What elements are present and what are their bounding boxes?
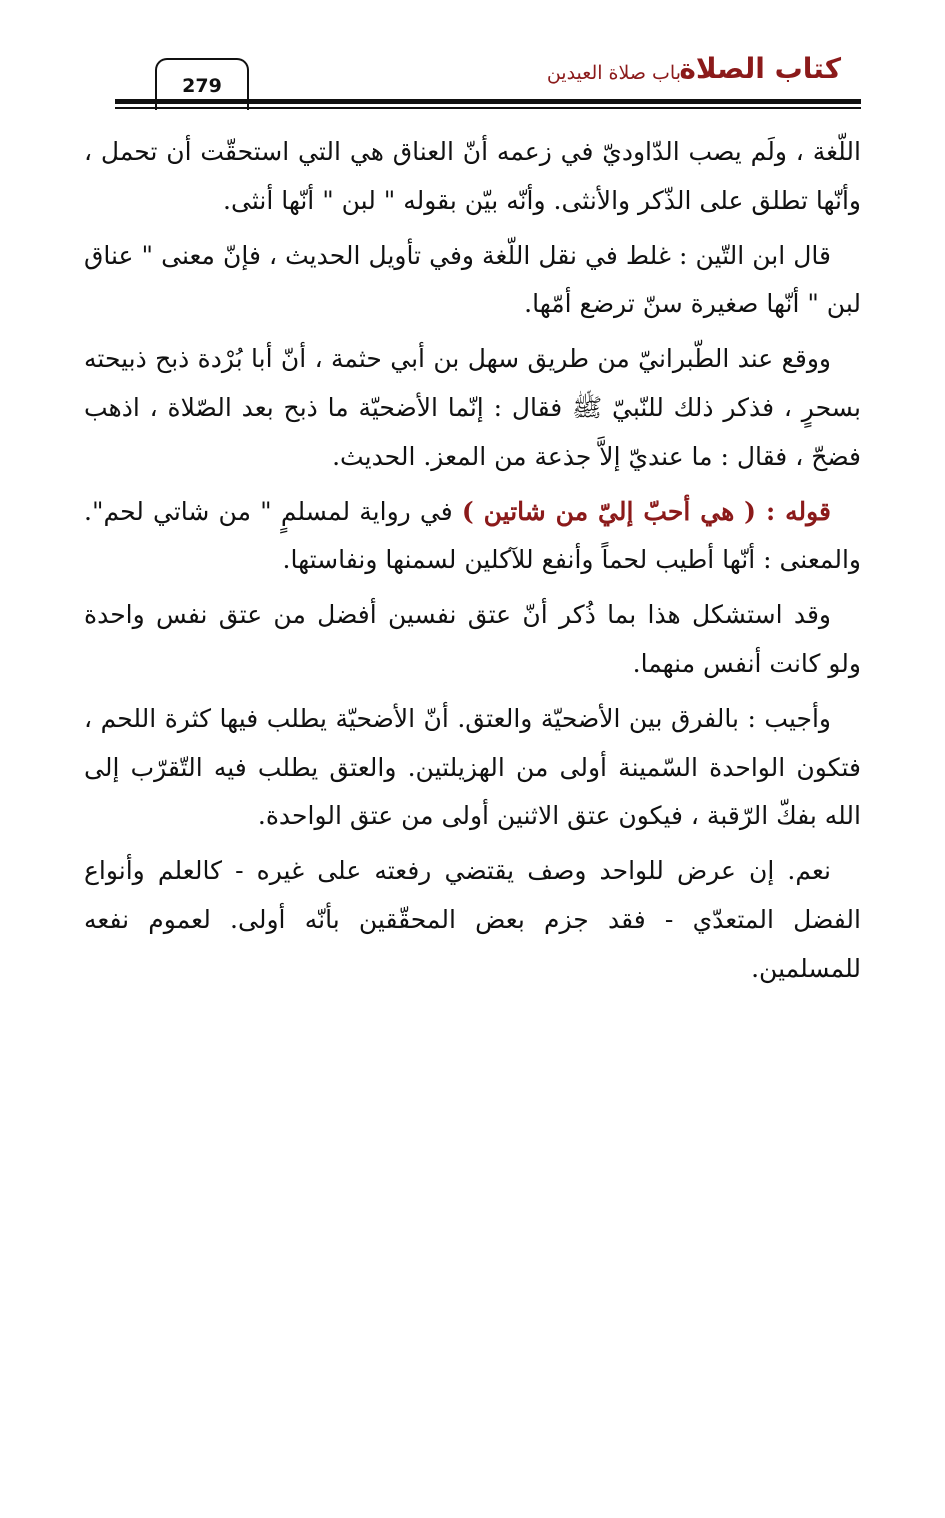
paragraph xyxy=(84,488,861,586)
page-body xyxy=(84,128,861,1000)
paragraph xyxy=(84,695,861,841)
paragraph xyxy=(84,847,861,993)
paragraph-text: قال ابن التّين : غلط في نقل اللّغة وفي تأويل الحديث ، فإنّ معنى " عناق لبن " أنّها صغيرة سنّ ترضع أمّها. xyxy=(84,240,861,319)
paragraph-text: وأجيب : بالفرق بين الأضحيّة والعتق. أنّ الأضحيّة يطلب فيها كثرة اللحم ، فتكون الواحدة السّمينة أولى من الهزيلتين. والعتق يطلب فيه التّقرّب إلى الله بفكّ الرّقبة ، فيكون عتق الاثنين أولى من عتق الواحدة. xyxy=(84,703,861,831)
paragraph-text: في رواية لمسلمٍ " من شاتي لحم". والمعنى : أنّها أطيب لحماً وأنفع للآكلين لسمنها ونفاستها. xyxy=(84,496,861,575)
book-title: كتاب الصلاة xyxy=(679,52,841,85)
header-rule-thin xyxy=(115,107,861,109)
page-header xyxy=(0,0,945,120)
paragraph-text: ووقع عند الطّبرانيّ من طريق سهل بن أبي حثمة ، أنّ أبا بُرْدة ذبح ذبيحته بسحرٍ ، فذكر ذلك للنّبيّ ﷺ فقال : إنّما الأضحيّة ما ذبح بعد الصّلاة ، اذهب فضحّ ، فقال : ما عنديّ إلاَّ جذعة من المعز. الحديث. xyxy=(84,344,861,471)
paragraph xyxy=(84,128,861,226)
chapter-title: باب صلاة العيدين xyxy=(546,62,681,84)
page-number: 279 xyxy=(155,58,249,110)
paragraph-text: نعم. إن عرض للواحد وصف يقتضي رفعته على غيره - كالعلم وأنواع الفضل المتعدّي - فقد جزم بعض المحقّقين بأنّه أولى. لعموم نفعه للمسلمين. xyxy=(84,856,861,983)
paragraph xyxy=(84,591,861,689)
paragraph-text: وقد استشكل هذا بما ذُكر أنّ عتق نفسين أفضل من عتق نفس واحدة ولو كانت أنفس منهما. xyxy=(84,600,861,678)
paragraph xyxy=(84,335,861,481)
header-rule-thick xyxy=(115,99,861,104)
paragraph-text: اللّغة ، ولَم يصب الدّاوديّ في زعمه أنّ العناق هي التي استحقّت أن تحمل ، وأنّها تطلق على الذّكر والأنثى. وأنّه بيّن بقوله " لبن " أنّها أنثى. xyxy=(84,137,861,215)
paragraph xyxy=(84,232,861,330)
quoted-hadith-lead: قوله : ( هي أحبّ إليّ من شاتين ) xyxy=(461,496,831,526)
